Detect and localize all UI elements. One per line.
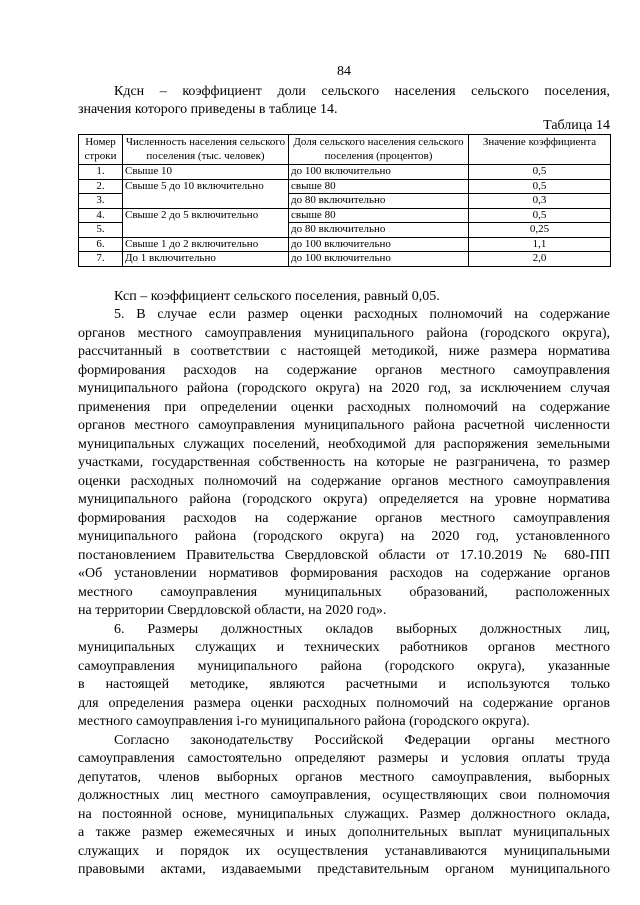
cell-value: 1,1 bbox=[469, 237, 611, 252]
table-row bbox=[79, 237, 611, 252]
text-line: постановлением Правительства Свердловской области от 17.10.2019 № 680-ПП bbox=[78, 547, 610, 563]
text-line: органов местного самоуправления муниципального района (городского округа), bbox=[78, 325, 610, 341]
cell-value: 0,5 bbox=[469, 165, 611, 180]
text-line: муниципального района (городского округа) на 2020 год, за исключением случая bbox=[78, 381, 610, 396]
cell-population: До 1 включительно bbox=[123, 252, 289, 267]
table-row bbox=[79, 179, 611, 194]
cell-number: 7. bbox=[79, 252, 123, 267]
text-line: муниципального района (городского округа) на 2020 год, установленного bbox=[78, 529, 610, 544]
text-line: местного самоуправления i-го муниципального района (городского округа). bbox=[78, 714, 530, 729]
text-line: служащих и порядок их осуществления устанавливаются муниципальными bbox=[78, 843, 610, 859]
table-caption: Таблица 14 bbox=[543, 118, 610, 133]
table-row bbox=[79, 165, 611, 180]
cell-number: 6. bbox=[79, 237, 123, 252]
intro-line: Кдсн – коэффициент доли сельского населения сельского поселения, bbox=[114, 84, 610, 99]
cell-population: Свыше 10 bbox=[123, 165, 289, 180]
text-line: депутатов, членов выборных органов местного самоуправления, выборных bbox=[78, 769, 610, 785]
text-line: оценки расходных полномочий на содержание органов местного самоуправления bbox=[78, 473, 610, 489]
text-line: участками, государственная собственность на которые не разграничена, то размер bbox=[78, 455, 610, 470]
cell-share: до 100 включительно bbox=[289, 252, 469, 267]
cell-share: до 80 включительно bbox=[289, 223, 469, 238]
cell-share: до 100 включительно bbox=[289, 237, 469, 252]
text-line: формирования расходов на содержание органов местного самоуправления bbox=[78, 510, 610, 526]
text-line: формирования расходов на содержание органов местного самоуправления bbox=[78, 362, 610, 378]
text-line: муниципальных служащих и технических работников органов местного bbox=[78, 640, 610, 655]
cell-number: 4. bbox=[79, 208, 123, 223]
intro-line: значения которого приведены в таблице 14. bbox=[78, 102, 338, 117]
text-line: применения при определении оценки расходных полномочий на содержание bbox=[78, 399, 610, 415]
cell-number: 1. bbox=[79, 165, 123, 180]
text-line: местного самоуправления муниципальных образований, расположенных bbox=[78, 584, 610, 600]
cell-share: свыше 80 bbox=[289, 208, 469, 223]
text-line: 5. В случае если размер оценки расходных полномочий на содержание bbox=[114, 307, 610, 322]
text-line: Согласно законодательству Российской Федерации органы местного bbox=[114, 732, 610, 748]
table-row bbox=[79, 208, 611, 223]
header-coefficient: Значение коэффициента bbox=[469, 135, 611, 165]
cell-number: 3. bbox=[79, 194, 123, 209]
text-line: рассчитанный в соответствии с настоящей методикой, ниже размера норматива bbox=[78, 344, 610, 359]
coefficient-table bbox=[78, 134, 611, 267]
cell-number: 2. bbox=[79, 179, 123, 194]
text-line: должностных лиц местного самоуправления, осуществляющих свои полномочия bbox=[78, 788, 610, 803]
text-line: самоуправления муниципального района (городского округа), указанные bbox=[78, 658, 610, 674]
cell-share: до 100 включительно bbox=[289, 165, 469, 180]
text-line: органов местного самоуправления муниципального района расчетной численности bbox=[78, 418, 610, 433]
table-row bbox=[79, 252, 611, 267]
text-line: муниципальных служащих поселений, необходимой для распоряжения земельными bbox=[78, 436, 610, 452]
text-line: в настоящей методике, являются расчетными и используются только bbox=[78, 677, 610, 692]
text-line: «Об установлении нормативов формирования расходов на содержание органов bbox=[78, 566, 610, 581]
text-line: на постоянной основе, муниципальных служащих. Размер должностного оклада, bbox=[78, 806, 610, 822]
cell-value: 0,5 bbox=[469, 208, 611, 223]
header-rural-share: Доля сельского населения сельского поселения (процентов) bbox=[289, 135, 469, 165]
cell-value: 0,25 bbox=[469, 223, 611, 238]
cell-share: свыше 80 bbox=[289, 179, 469, 194]
table-header-row bbox=[79, 135, 611, 165]
text-line: муниципального района (городского округа) определяется на уровне норматива bbox=[78, 492, 610, 507]
page-number: 84 bbox=[337, 64, 351, 79]
cell-population: Свыше 1 до 2 включительно bbox=[123, 237, 289, 252]
cell-number: 5. bbox=[79, 223, 123, 238]
text-line: самоуправления самостоятельно определяют размеры и условия оплаты труда bbox=[78, 751, 610, 766]
cell-population: Свыше 2 до 5 включительно bbox=[123, 208, 289, 237]
cell-value: 0,3 bbox=[469, 194, 611, 209]
text-line: 6. Размеры должностных окладов выборных должностных лиц, bbox=[114, 621, 610, 637]
cell-share: до 80 включительно bbox=[289, 194, 469, 209]
text-line: а также размер ежемесячных и иных дополнительных выплат муниципальных bbox=[78, 825, 610, 840]
cell-population: Свыше 5 до 10 включительно bbox=[123, 179, 289, 208]
text-line: для определения размера оценки расходных полномочий на содержание органов bbox=[78, 695, 610, 711]
header-row-number: Номер строки bbox=[79, 135, 123, 165]
text-line: Ксп – коэффициент сельского поселения, равный 0,05. bbox=[114, 289, 440, 304]
text-line: правовыми актами, издаваемыми представительным органом муниципального bbox=[78, 862, 610, 877]
text-line: на территории Свердловской области, на 2020 год». bbox=[78, 603, 387, 618]
cell-value: 2,0 bbox=[469, 252, 611, 267]
header-population: Численность населения сельского поселения (тыс. человек) bbox=[123, 135, 289, 165]
cell-value: 0,5 bbox=[469, 179, 611, 194]
